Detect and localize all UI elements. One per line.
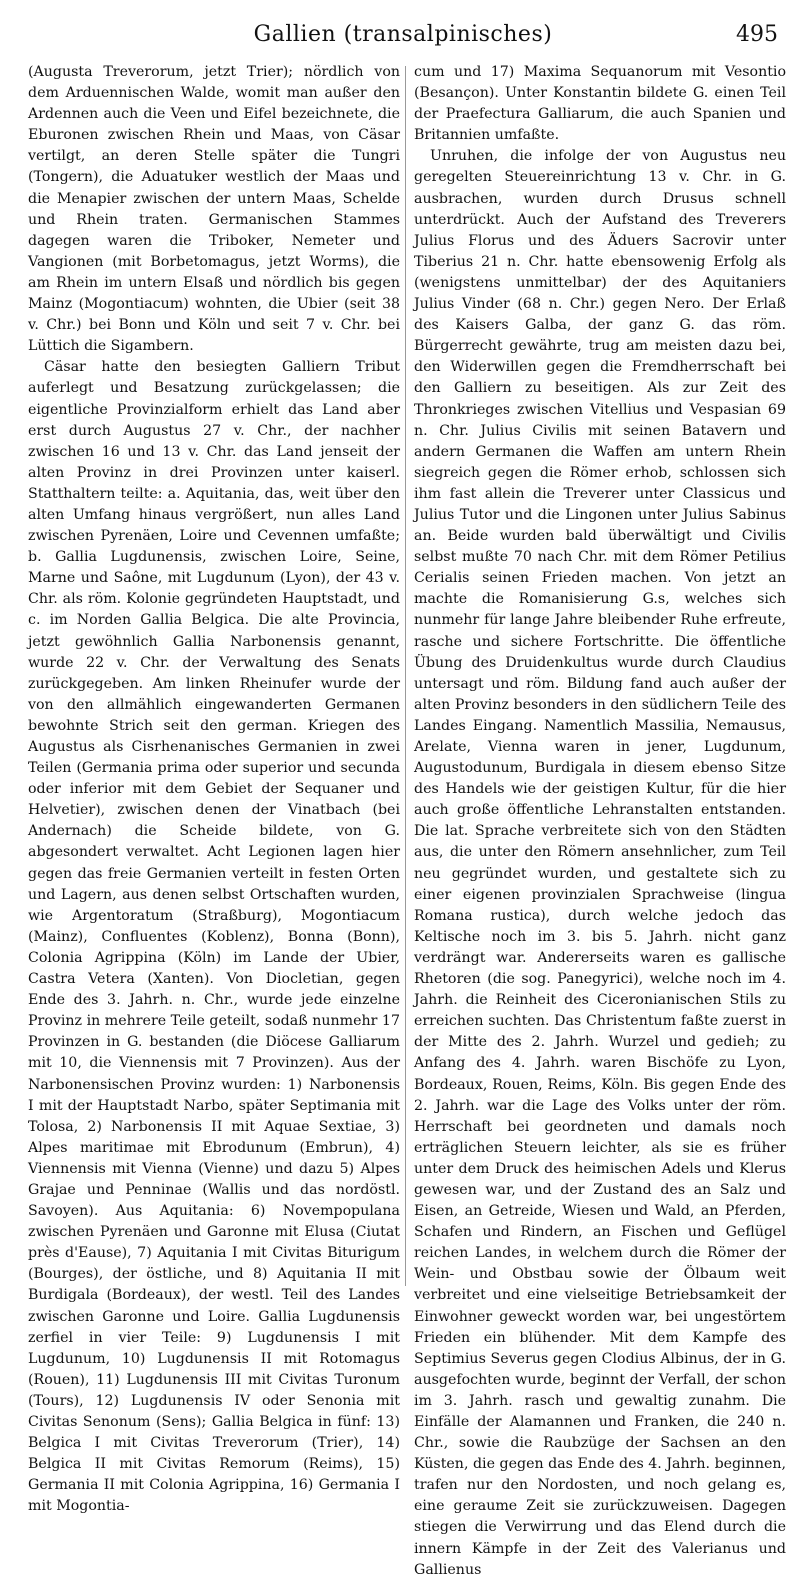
page-header [28,22,778,54]
right-column [414,62,786,1581]
right-paragraph-2: Unruhen, die infolge der von Augustus neu geregelten Steuereinrichtung 13 v. Chr. in G. ausbrachen, wurden durch Drusus schnell unterdrückt. Auch der Aufstand des Treverers Julius Florus und des Äduers Sacrovir unter Tiberius 21 n. Chr. hatte ebensowenig Erfolg als (wenigstens unmittelbar) der des Aquitaniers Julius Vinder (68 n. Chr.) gegen Nero. Der Erlaß des Kaisers Galba, der ganz G. das röm. Bürgerrecht gewährte, trug am meisten dazu bei, den Widerwillen gegen die Fremdherrschaft bei den Galliern zu beseitigen. Als zur Zeit des Thronkrieges zwischen Vitellius und Vespasian 69 n. Chr. Julius Civilis mit seinen Batavern und andern Germanen die Waffen am untern Rhein siegreich gegen die Römer erhob, schlossen sich ihm fast allein die Treverer unter Classicus und Julius Tutor und die Lingonen unter Julius Sabinus an. Beide wurden bald überwältigt und Civilis selbst mußte 70 nach Chr. mit dem Römer Petilius Cerialis seinen Frieden machen. Von jetzt an machte die Romanisierung G.s, welches sich nunmehr für lange Jahre bleibender Ruhe erfreute, rasche und sichere Fortschritte. Die öffentliche Übung des Druidenkultus wurde durch Claudius untersagt und röm. Bildung fand auch außer der alten Provinz besonders in den südlichern Teile des Landes Eingang. Namentlich Massilia, Nemausus, Arelate, Vienna waren in jener, Lugdunum, Augustodunum, Burdigala in diesem ebenso Sitze des Handels wie der geistigen Kultur, für die hier auch große öffentliche Lehranstalten entstanden. Die lat. Sprache verbreitete sich von den Städten aus, die unter den Römern ansehnlicher, zum Teil neu gegründet wurden, und gestaltete sich zu einer eigenen provinzialen Sprachweise (lingua Romana rustica), durch welche jedoch das Keltische noch im 3. bis 5. Jahrh. nicht ganz verdrängt war. Andererseits waren es gallische Rhetoren (die sog. Panegyrici), welche noch im 4. Jahrh. die Reinheit des Ciceronianischen Stils zu erreichen suchten. Das Christentum faßte zuerst in der Mitte des 2. Jahrh. Wurzel und gedieh; zu Anfang des 4. Jahrh. waren Bischöfe zu Lyon, Bordeaux, Rouen, Reims, Köln. Bis gegen Ende des 2. Jahrh. war die Lage des Volks unter der röm. Herrschaft bei geordneten und damals noch erträglichen Steuern leichter, als sie es früher unter dem Druck des heimischen Adels und Klerus gewesen war, und der Zustand des an Salz und Eisen, an Getreide, Wiesen und Wald, an Pferden, Schafen und Rindern, an Fischen und Geflügel reichen Landes, in welchem durch die Römer der Wein- und Obstbau sowie der Ölbaum weit verbreitet und eine vielseitige Betriebsamkeit der Einwohner geweckt worden war, bei ungestörtem Frieden ein blühender. Mit dem Kampfe des Septimius Severus gegen Clodius Albinus, der in G. ausgefochten wurde, beginnt der Verfall, der schon im 3. Jahrh. rasch und gewaltig zunahm. Die Einfälle der Alamannen und Franken, die 240 n. Chr., sowie die Raubzüge der Sachsen an den Küsten, die gegen das Ende des 4. Jahrh. beginnen, trafen nur den Nordosten, und noch gelang es, eine geraume Zeit sie zurückzuweisen. Dagegen stiegen die Verwirrung und das Elend durch die innern Kämpfe in der Zeit des Valerianus und Gallienus [414,148,786,1578]
running-head-title: Gallien (transalpinisches) [253,22,553,47]
page-number: 495 [736,22,778,47]
left-column [28,62,400,1517]
left-paragraph-1: (Augusta Treverorum, jetzt Trier); nördlich von dem Arduennischen Walde, womit man außer den Ardennen auch die Veen und Eifel bezeichnete, die Eburonen zwischen Rhein und Maas, von Cäsar vertilgt, an deren Stelle später die Tungri (Tongern), die Aduatuker westlich der Maas und die Menapier zwischen der untern Maas, Schelde und Rhein traten. Germanischen Stammes dagegen waren die Triboker, Nemeter und Vangionen (mit Borbetomagus, jetzt Worms), die am Rhein im untern Elsaß und nördlich bis gegen Mainz (Mogontiacum) wohnten, die Ubier (seit 38 v. Chr.) bei Bonn und Köln und seit 7 v. Chr. bei Lüttich die Sigambern. [28,64,400,355]
right-paragraph-1: cum und 17) Maxima Sequanorum mit Vesontio (Besançon). Unter Konstantin bildete G. einen Teil der Praefectura Galliarum, die auch Spanien und Britannien umfaßte. [414,64,786,144]
column-divider [405,66,406,1286]
left-paragraph-2: Cäsar hatte den besiegten Galliern Tribut auferlegt und Besatzung zurückgelassen; die eigentliche Provinzialform erhielt das Land aber erst durch Augustus 27 v. Chr., der nachher zwischen 16 und 13 v. Chr. das Land jenseit der alten Provinz in drei Provinzen unter kaiserl. Statthaltern teilte: a. Aquitania, das, weit über den alten Umfang hinaus vergrößert, nun alles Land zwischen Pyrenäen, Loire und Cevennen umfaßte; b. Gallia Lugdunensis, zwischen Loire, Seine, Marne und Saône, mit Lugdunum (Lyon), der 43 v. Chr. als röm. Kolonie gegründeten Hauptstadt, und c. im Norden Gallia Belgica. Die alte Provincia, jetzt gewöhnlich Gallia Narbonensis genannt, wurde 22 v. Chr. der Verwaltung des Senats zurückgegeben. Am linken Rheinufer wurde der von den allmählich eingewanderten Germanen bewohnte Strich seit den german. Kriegen des Augustus als Cisrhenanisches Germanien in zwei Teilen (Germania prima oder superior und secunda oder inferior mit dem Gebiet der Sequaner und Helvetier), zwischen denen der Vinatbach (bei Andernach) die Scheide bildete, von G. abgesondert verwaltet. Acht Legionen lagen hier gegen das freie Germanien verteilt in festen Orten und Lagern, aus denen selbst Ortschaften wurden, wie Argentoratum (Straßburg), Mogontiacum (Mainz), Confluentes (Koblenz), Bonna (Bonn), Colonia Agrippina (Köln) im Lande der Ubier, Castra Vetera (Xanten). Von Diocletian, gegen Ende des 3. Jahrh. n. Chr., wurde jede einzelne Provinz in mehrere Teile geteilt, sodaß nunmehr 17 Provinzen in G. bestanden (die Diöcese Galliarum mit 10, die Viennensis mit 7 Provinzen). Aus der Narbonensischen Provinz wurden: 1) Narbonensis I mit der Hauptstadt Narbo, später Septimania mit Tolosa, 2) Narbonensis II mit Aquae Sextiae, 3) Alpes maritimae mit Ebrodunum (Embrun), 4) Viennensis mit Vienna (Vienne) und dazu 5) Alpes Grajae und Penninae (Wallis und das nordöstl. Savoyen). Aus Aquitania: 6) Novempopulana zwischen Pyrenäen und Garonne mit Elusa (Ciutat près d'Eause), 7) Aquitania I mit Civitas Biturigum (Bourges), der östliche, und 8) Aquitania II mit Burdigala (Bordeaux), der westl. Teil des Landes zwischen Garonne und Loire. Gallia Lugdunensis zerfiel in vier Teile: 9) Lugdunensis I mit Lugdunum, 10) Lugdunensis II mit Rotomagus (Rouen), 11) Lugdunensis III mit Civitas Turonum (Tours), 12) Lugdunensis IV oder Senonia mit Civitas Senonum (Sens); Gallia Belgica in fünf: 13) Belgica I mit Civitas Treverorum (Trier), 14) Belgica II mit Civitas Remorum (Reims), 15) Germania II mit Colonia Agrippina, 16) Germania I mit Mogontia- [28,359,400,1515]
